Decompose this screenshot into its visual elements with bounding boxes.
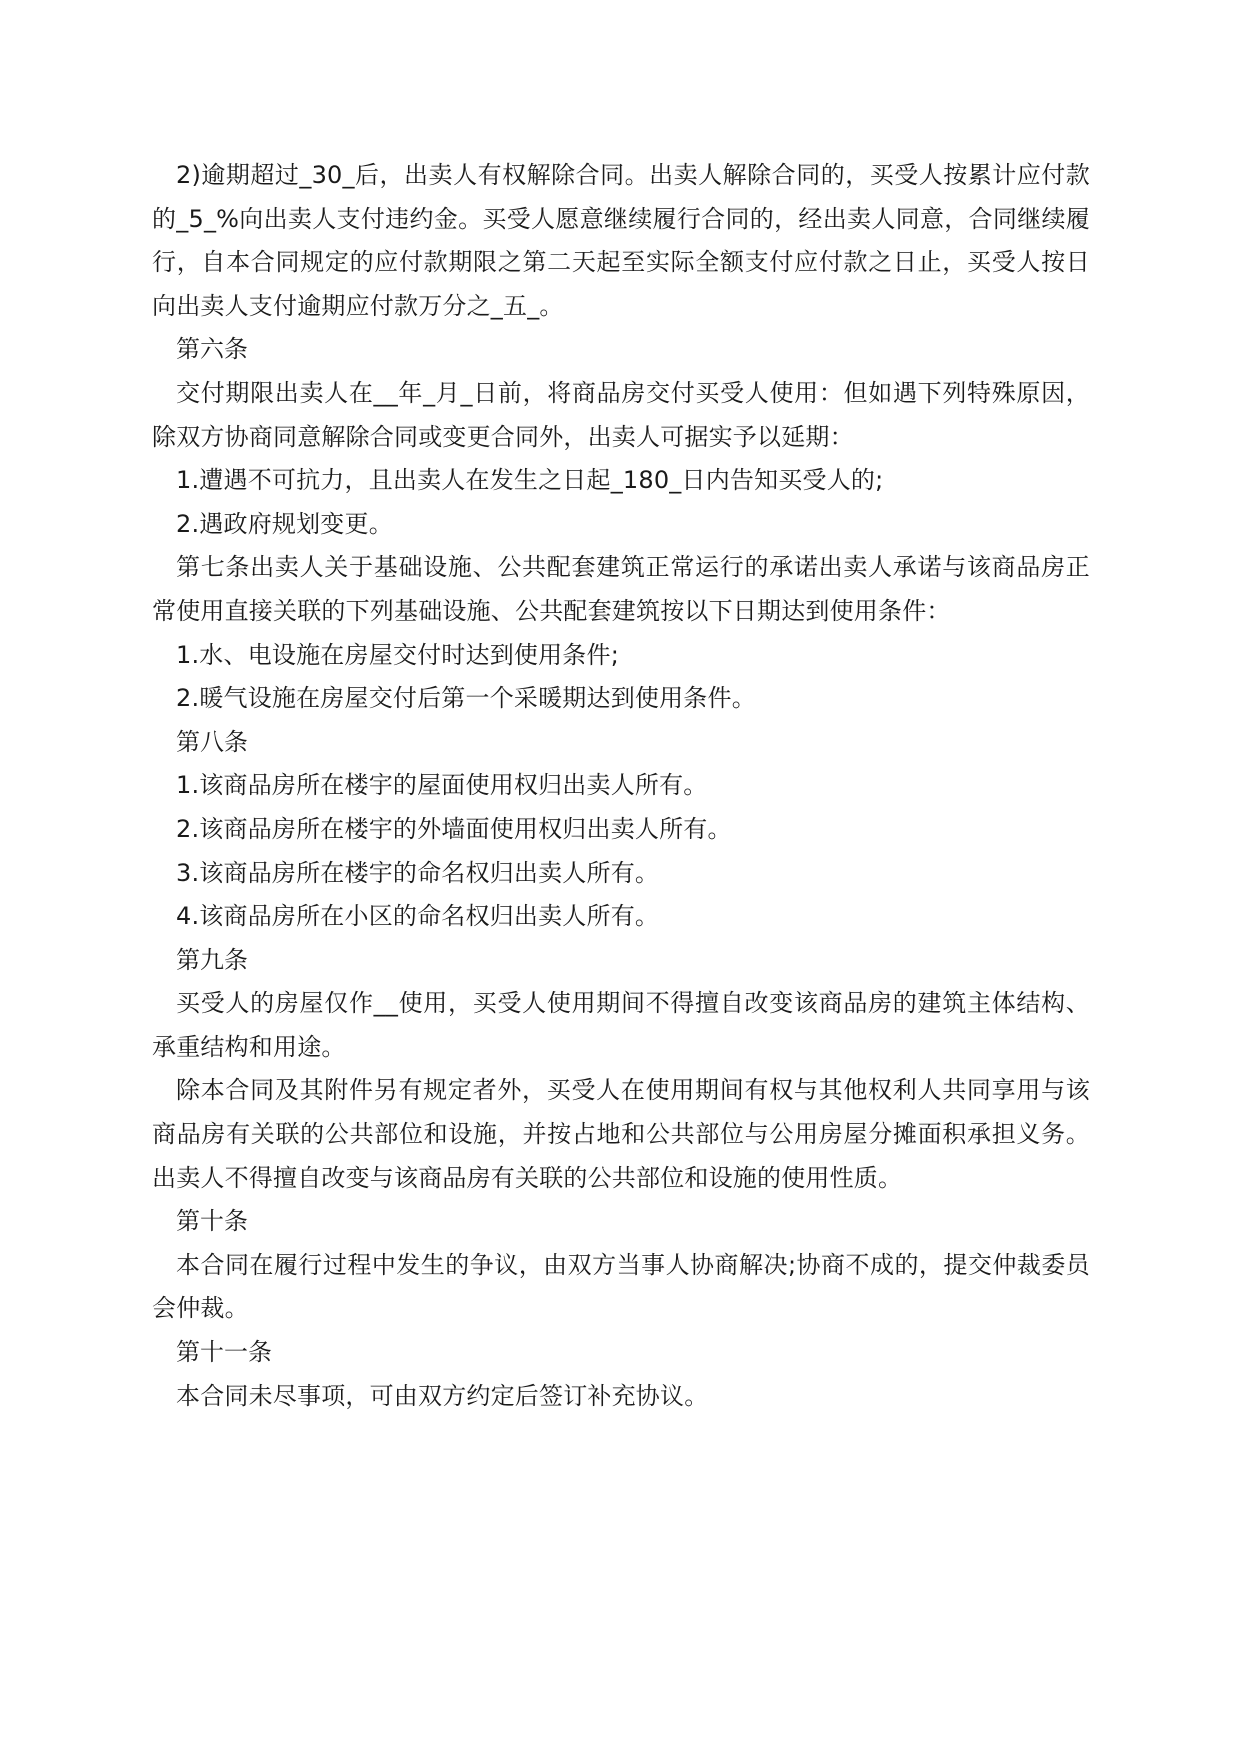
- paragraph-heating: 2.暖气设施在房屋交付后第一个采暖期达到使用条件。: [176, 684, 756, 713]
- article-8-heading: 第八条: [176, 727, 248, 756]
- paragraph-common-areas: 除本合同及其附件另有规定者外，买受人在使用期间有权与其他权利人共同享用与该商品房有关联的公共部位和设施，并按占地和公共部位与公用房屋分摊面积承担义务。出卖人不得擅自改变与该商品房有关联的公共部位和设施的使用性质。: [152, 1076, 1090, 1192]
- paragraph-delivery-deadline: 交付期限出卖人在__年_月_日前，将商品房交付买受人使用：但如遇下列特殊原因，除双方协商同意解除合同或变更合同外，出卖人可据实予以延期：: [152, 378, 1090, 451]
- paragraph-force-majeure: 1.遭遇不可抗力，且出卖人在发生之日起_180_日内告知买受人的;: [176, 466, 884, 495]
- paragraph-planning-change: 2.遇政府规划变更。: [176, 509, 393, 538]
- paragraph-wall-rights: 2.该商品房所在楼宇的外墙面使用权归出卖人所有。: [176, 814, 732, 843]
- paragraph-overdue-penalty: 2)逾期超过_30_后，出卖人有权解除合同。出卖人解除合同的，买受人按累计应付款的_5_%向出卖人支付违约金。买受人愿意继续履行合同的，经出卖人同意，合同继续履行，自本合同规定的应付款期限之第二天起至实际全额支付应付款之日止，买受人按日向出卖人支付逾期应付款万分之_五_。: [152, 161, 1090, 320]
- paragraph-supplementary: 本合同未尽事项，可由双方约定后签订补充协议。: [176, 1381, 709, 1410]
- paragraph-house-usage: 买受人的房屋仅作__使用，买受人使用期间不得擅自改变该商品房的建筑主体结构、承重结构和用途。: [152, 989, 1090, 1061]
- paragraph-dispute: 本合同在履行过程中发生的争议，由双方当事人协商解决;协商不成的，提交仲裁委员会仲裁。: [152, 1250, 1090, 1323]
- article-11-heading: 第十一条: [176, 1338, 272, 1367]
- paragraph-building-naming: 3.该商品房所在楼宇的命名权归出卖人所有。: [176, 858, 660, 887]
- article-6-heading: 第六条: [176, 335, 248, 364]
- paragraph-article-7: 第七条出卖人关于基础设施、公共配套建筑正常运行的承诺出卖人承诺与该商品房正常使用直接关联的下列基础设施、公共配套建筑按以下日期达到使用条件：: [152, 553, 1090, 625]
- article-9-heading: 第九条: [176, 945, 248, 974]
- paragraph-community-naming: 4.该商品房所在小区的命名权归出卖人所有。: [176, 902, 660, 931]
- paragraph-water-electricity: 1.水、电设施在房屋交付时达到使用条件;: [176, 640, 619, 669]
- paragraph-roof-rights: 1.该商品房所在楼宇的屋面使用权归出卖人所有。: [176, 771, 708, 800]
- document-page: [152, 154, 1090, 1418]
- article-10-heading: 第十条: [176, 1207, 248, 1236]
